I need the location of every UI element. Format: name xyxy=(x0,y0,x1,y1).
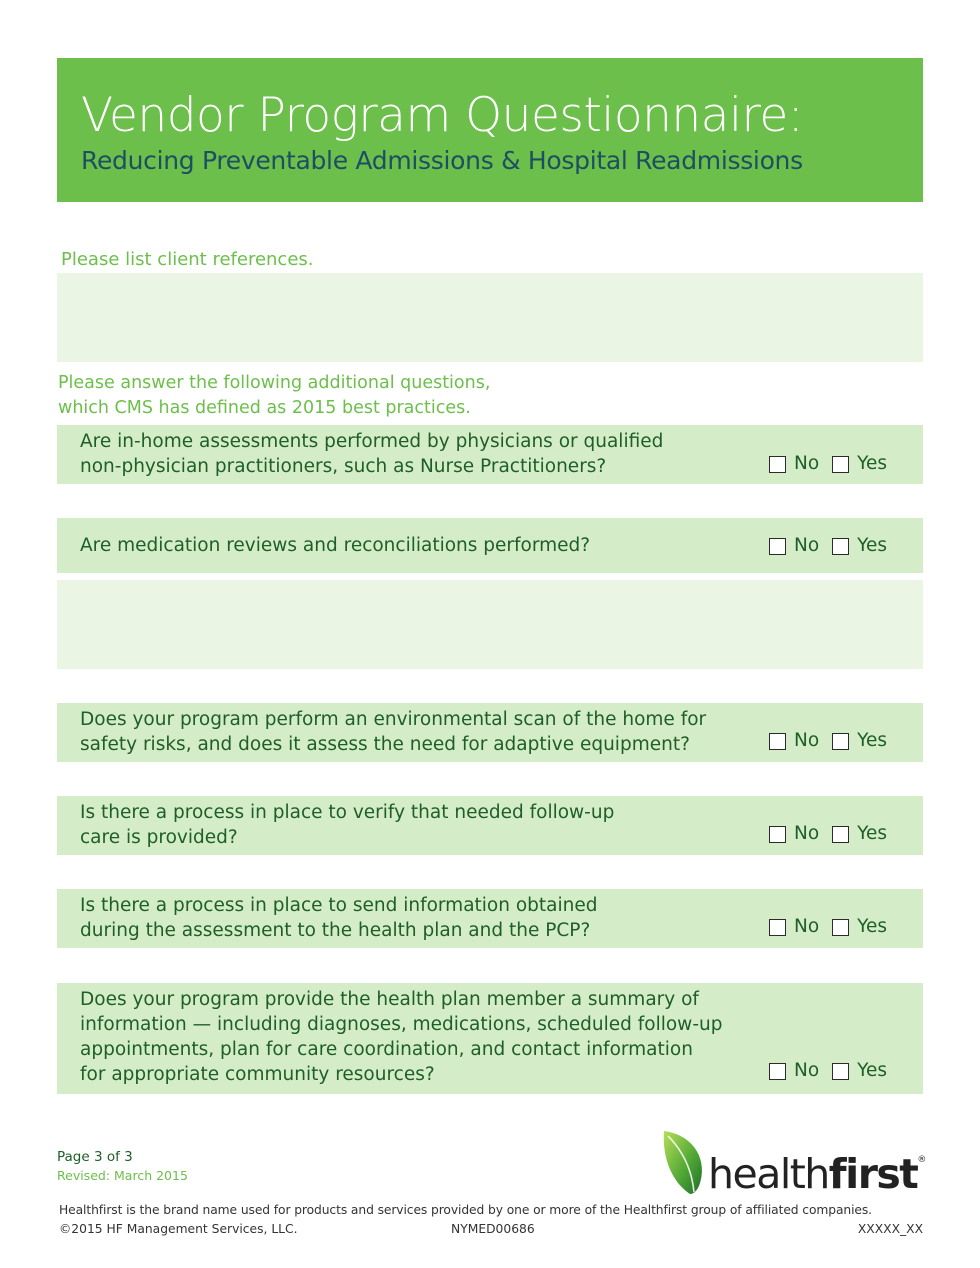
intro-line-2: which CMS has defined as 2015 best practices. xyxy=(58,398,471,418)
yes-label: Yes xyxy=(857,823,888,844)
question-row-4 xyxy=(57,796,923,855)
question-3-line-1: Does your program perform an environmental scan of the home for xyxy=(80,709,707,730)
question-6-line-2: information — including diagnoses, medications, scheduled follow-up xyxy=(80,1014,723,1035)
question-row-5 xyxy=(57,889,923,948)
question-row-6 xyxy=(57,983,923,1094)
leaf-icon xyxy=(660,1128,712,1198)
revision-date: Revised: March 2015 xyxy=(57,1168,188,1183)
no-label: No xyxy=(794,916,820,937)
no-label: No xyxy=(794,730,820,751)
legal-notice: Healthfirst is the brand name used for products and services provided by one or more of the Healthfirst group of affiliated companies. xyxy=(59,1203,872,1217)
question-4-line-2: care is provided? xyxy=(80,827,238,848)
question-2-yes-checkbox[interactable] xyxy=(832,538,849,555)
yes-label: Yes xyxy=(857,1060,888,1081)
question-6-options xyxy=(769,1060,887,1082)
document-code-placeholder: XXXXX_XX xyxy=(857,1222,923,1236)
logo-word-first: first xyxy=(828,1150,918,1198)
question-1-line-2: non-physician practitioners, such as Nurse Practitioners? xyxy=(80,456,607,477)
healthfirst-logo xyxy=(660,1128,930,1198)
references-answer-field[interactable] xyxy=(57,273,923,362)
yes-label: Yes xyxy=(857,916,888,937)
question-6-no-checkbox[interactable] xyxy=(769,1063,786,1080)
references-prompt: Please list client references. xyxy=(61,249,314,270)
page-number: Page 3 of 3 xyxy=(57,1149,133,1165)
question-1-options xyxy=(769,453,887,475)
page-title: Vendor Program Questionnaire: xyxy=(81,88,804,143)
no-label: No xyxy=(794,535,820,556)
question-5-options xyxy=(769,916,887,938)
question-4-options xyxy=(769,823,887,845)
question-6-yes-checkbox[interactable] xyxy=(832,1063,849,1080)
yes-label: Yes xyxy=(857,730,888,751)
question-3-yes-checkbox[interactable] xyxy=(832,733,849,750)
logo-word-health: health xyxy=(708,1150,829,1198)
question-5-no-checkbox[interactable] xyxy=(769,919,786,936)
question-3-options xyxy=(769,730,887,752)
medication-answer-field[interactable] xyxy=(57,580,923,669)
yes-label: Yes xyxy=(857,453,888,474)
question-5-line-1: Is there a process in place to send information obtained xyxy=(80,895,598,916)
yes-label: Yes xyxy=(857,535,888,556)
no-label: No xyxy=(794,1060,820,1081)
intro-line-1: Please answer the following additional questions, xyxy=(58,373,491,393)
question-1-line-1: Are in-home assessments performed by physicians or qualified xyxy=(80,431,664,452)
question-4-yes-checkbox[interactable] xyxy=(832,826,849,843)
question-4-no-checkbox[interactable] xyxy=(769,826,786,843)
question-1-no-checkbox[interactable] xyxy=(769,456,786,473)
question-row-1 xyxy=(57,425,923,484)
question-row-3 xyxy=(57,703,923,762)
question-5-line-2: during the assessment to the health plan and the PCP? xyxy=(80,920,591,941)
question-5-yes-checkbox[interactable] xyxy=(832,919,849,936)
document-code: NYMED00686 xyxy=(451,1222,535,1236)
question-6-line-1: Does your program provide the health plan member a summary of xyxy=(80,989,699,1010)
copyright: ©2015 HF Management Services, LLC. xyxy=(59,1222,298,1236)
question-3-no-checkbox[interactable] xyxy=(769,733,786,750)
question-2-no-checkbox[interactable] xyxy=(769,538,786,555)
question-row-2 xyxy=(57,518,923,573)
question-3-line-2: safety risks, and does it assess the need for adaptive equipment? xyxy=(80,734,690,755)
logo-wordmark xyxy=(708,1136,926,1198)
question-6-line-3: appointments, plan for care coordination, and contact information xyxy=(80,1039,693,1060)
registered-mark: ® xyxy=(917,1155,927,1165)
question-1-yes-checkbox[interactable] xyxy=(832,456,849,473)
page-subtitle: Reducing Preventable Admissions & Hospital Readmissions xyxy=(81,146,803,175)
no-label: No xyxy=(794,453,820,474)
question-4-line-1: Is there a process in place to verify that needed follow-up xyxy=(80,802,615,823)
no-label: No xyxy=(794,823,820,844)
question-2-line-1: Are medication reviews and reconciliations performed? xyxy=(80,535,591,556)
question-6-line-4: for appropriate community resources? xyxy=(80,1064,435,1085)
header-banner xyxy=(57,58,923,202)
question-2-options xyxy=(769,535,887,557)
